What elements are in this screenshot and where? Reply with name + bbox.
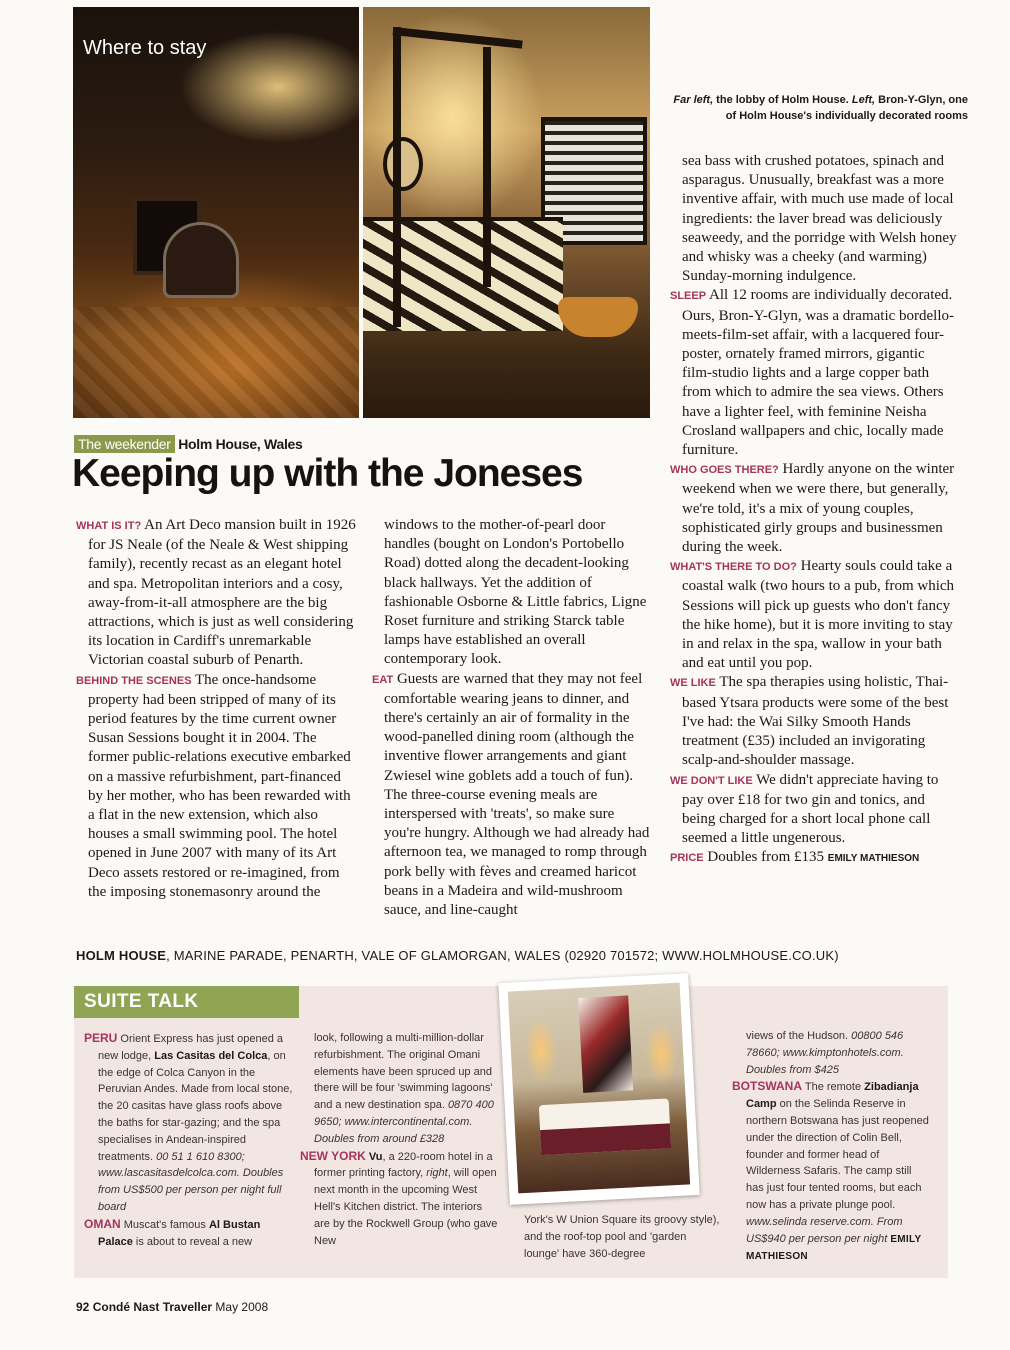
paragraph-who-goes-there: WHO GOES THERE? Hardly anyone on the winter weekend when we were there, but generally, we're told, it's a mix of young couples, sophisticated girly groups and businessmen during the week. — [670, 461, 955, 556]
chair-shape — [163, 222, 239, 298]
caption-left: Left, — [851, 94, 876, 106]
caption-left-text: Bron-Y-Glyn, one of Holm House's individually decorated rooms — [725, 94, 968, 122]
paragraph-sleep: SLEEP All 12 rooms are individually decorated. Ours, Bron-Y-Glyn, was a dramatic bordello-meets-film-set affair, with a lacquered four-poster, ornately framed mirrors, gigantic film-studio lights and a large copper bath from which to admire the sea views. Others have a lighter feel, with feminine Neisha Crosland wallpapers and chic, locally made furniture. — [670, 287, 955, 459]
entry-botswana: BOTSWANA The remote Zibadianja Camp on the Selinda Reserve in northern Botswana has just reopened under the direction of Colin Bell, founder and former head of Wilderness Safaris. The camp still has just four tented rooms, but each now has a private plunge pool. www.selinda reserve.com. From US$940 per person per night EMILY MATHIESON — [732, 1079, 929, 1263]
suite-column-2 — [300, 1030, 500, 1249]
kicker-place: Holm House, Wales — [178, 436, 303, 452]
wall-art-shape — [578, 995, 633, 1092]
entry-new-york-continued: views of the Hudson. 00800 546 78660; www.kimptonhotels.com. Doubles from $425 — [746, 1030, 904, 1076]
entry-new-york: NEW YORK Vu, a 220-room hotel in a former printing factory, right, will open next month in the upcoming West Hell's Kitchen district. The interiors are by the Rockwell Group (who gave New — [300, 1148, 498, 1247]
article-column-1 — [76, 516, 358, 902]
page-number: 92 — [76, 1300, 90, 1314]
bed-post-shape — [393, 27, 401, 327]
suite-column-4 — [732, 1028, 932, 1266]
suite-author-signoff: EMILY MATHIESON — [746, 1233, 922, 1263]
author-signoff: EMILY MATHIESON — [827, 853, 920, 865]
kicker-tag: The weekender — [74, 435, 175, 453]
caption-far-left-text: the lobby of Holm House. — [713, 94, 852, 106]
copper-bath-shape — [558, 297, 638, 337]
paragraph-behind-the-scenes: BEHIND THE SCENES The once-handsome property had been stripped of many of its period features by the time current owner Susan Sessions bought it in 2004. The former public-relations executive embarked on a massive refurbishment, part-financed by her mother, who has been rewarded with a flat in the new extension, which also houses a small swimming pool. The hotel opened in June 2007 with many of its Art Deco assets restored or re-imagined, from the imposing stonemasonry around the — [76, 671, 351, 900]
hotel-room-photo-frame — [498, 973, 699, 1205]
headline: Keeping up with the Joneses — [72, 452, 583, 495]
hotel-room-photo — [508, 983, 690, 1194]
issue-date: May 2008 — [212, 1300, 269, 1314]
entry-peru: PERU Orient Express has just opened a new lodge, Las Casitas del Colca, on the edge of Colca Canyon in the Peruvian Andes. Made from local stone, the 20 casitas have glass roofs above the baths for star-gazing; and the spa specialises in Andean-inspired treatments. 00 51 1 610 8300; www.lascasitasdelcolca.com. Doubles from US$500 per person per night full board — [84, 1031, 293, 1213]
bed-canopy-shape — [393, 27, 523, 49]
hotel-contact-line: HOLM HOUSE, MARINE PARADE, PENARTH, VALE OF GLAMORGAN, WALES (02920 701572; WWW.HOLMHOUSE.CO.UK) — [76, 948, 839, 963]
article-column-2 — [372, 516, 654, 920]
suite-talk-heading: SUITE TALK — [74, 986, 299, 1018]
lobby-photo — [73, 7, 359, 418]
entry-oman: OMAN Muscat's famous Al Bustan Palace is about to reveal a new — [84, 1216, 261, 1248]
paragraph-eat: EAT Guests are warned that they may not feel comfortable wearing jeans to dinner, and there's certainly an air of formality in the wood-panelled dining room (although the inventive flower arrangements and giant Zwiesel wine goblets add a touch of fun). The three-course evening meals are interspersed with 'treats', so make sure you're hungry. Although we had already had afternoon tea, we managed to romp through pork belly with fèves and creamed haricot beans in a Madeira and wild-mushroom sauce, and line-caught — [372, 670, 650, 919]
paragraph-we-dont-like: WE DON'T LIKE We didn't appreciate having to pay over £18 for two gin and tonics, and being charged for a short local phone call seemed a little ungenerous. — [670, 771, 939, 847]
section-title: Where to stay — [83, 37, 207, 59]
article-column-3 — [670, 152, 958, 869]
paragraph-continued: windows to the mother-of-pearl door handles (bought on London's Portobello Road) dotted along the decadent-looking black hallways. Yet the addition of fashionable Osborne & Little fabrics, Ligne Roset furniture and striking Starck table lamps have established an overall contemporary look. — [384, 517, 647, 668]
kicker — [74, 436, 303, 452]
bedroom-photo — [363, 7, 650, 418]
suite-column-1 — [84, 1030, 294, 1250]
suite-photo-caption-text: York's W Union Square its groovy style), and the roof-top pool and 'garden lounge' have 360-degree — [524, 1214, 720, 1260]
bed-throw-shape — [540, 1123, 671, 1155]
page-footer — [76, 1300, 268, 1314]
caption-far-left: Far left, — [673, 94, 714, 106]
magazine-name: Condé Nast Traveller — [89, 1300, 213, 1314]
paragraph-we-like: WE LIKE The spa therapies using holistic, Thai-based Ytsara products were some of the best I've had: the Wai Silky Smooth Hands treatment (£35) included an invigorating scalp-and-shoulder massage. — [670, 674, 949, 769]
entry-oman-continued: look, following a multi-million-dollar refurbishment. The original Omani elements have been spruced up and there will be four 'swimming lagoons' and a new destination spa. 0870 400 9650; www.intercontinental.com. Doubles from around £328 — [314, 1032, 494, 1145]
photo-caption — [668, 92, 968, 124]
paragraph-what-is-it: WHAT IS IT? An Art Deco mansion built in 1926 for JS Neale (of the Neale & West shipping family), recently recast as an elegant hotel and spa. Metropolitan interiors and a cosy, away-from-it-all atmosphere are the big attractions, which is just as well considering its location in Cardiff's unremarkable Victorian coastal suburb of Penarth. — [76, 517, 356, 669]
paragraph-what-to-do: WHAT'S THERE TO DO? Hearty souls could take a coastal walk (two hours to a pub, from which Sessions will pick up guests who don't fancy the hike home), but it is more inviting to stay in and relax in the spa, wallow in your bath and eat until you pop. — [670, 558, 955, 672]
parquet-floor-shape — [73, 307, 359, 418]
mirror-shape — [383, 137, 423, 191]
paragraph-continued: sea bass with crushed potatoes, spinach and asparagus. Unusually, breakfast was a more inventive affair, with much use made of local ingredients: the laver bread was deliciously seaweedy, and the porridge with Welsh honey and whisky was a cheeky (and warming) Sunday-morning indulgence. — [682, 153, 957, 285]
bed-post-shape — [483, 47, 491, 287]
paragraph-price: PRICE Doubles from £135 EMILY MATHIESON — [670, 849, 920, 866]
